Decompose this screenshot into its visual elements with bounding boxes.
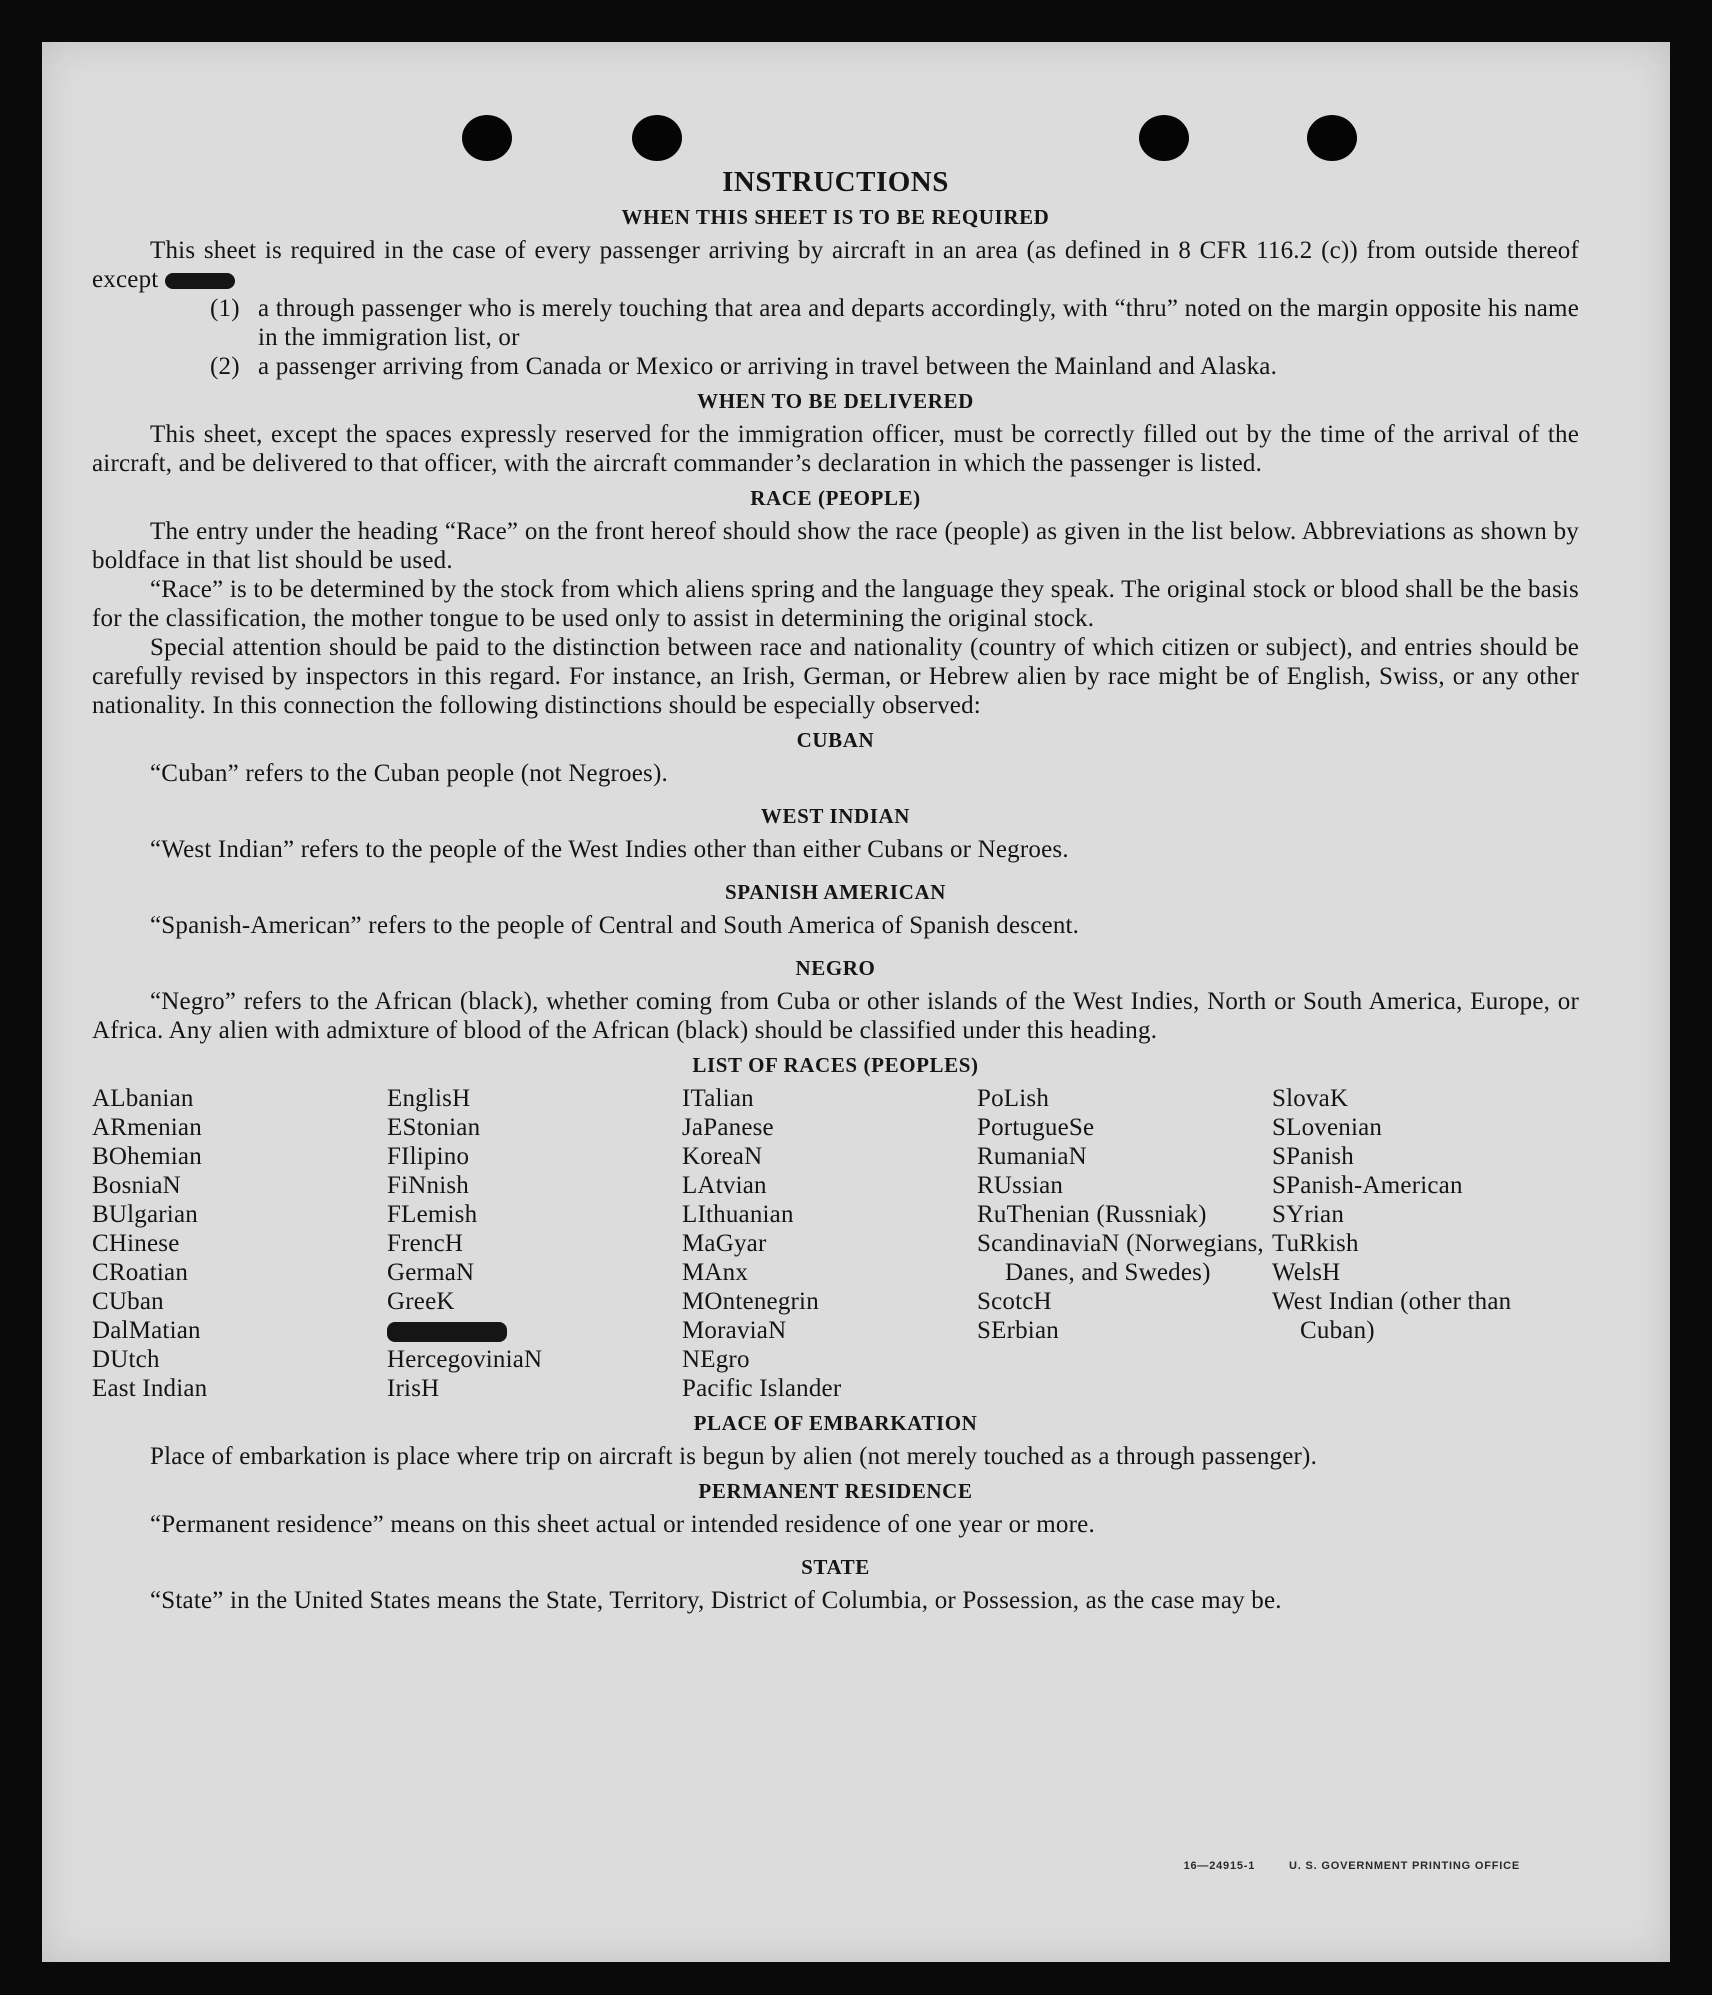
race-entry: EStonian: [387, 1114, 481, 1141]
redacted-race-entry: [387, 1316, 682, 1345]
required-item-1: (1) a through passenger who is merely touching that area and departs accordingly, with “thru” noted on the margin opposite his name in the immigration list, or: [210, 295, 1579, 351]
punch-hole: [1307, 115, 1357, 161]
ink-blot: [387, 1322, 507, 1342]
race-entry: BUlgarian: [92, 1201, 198, 1228]
heading-list-of-races: LIST OF RACES (PEOPLES): [692, 1053, 979, 1077]
punch-hole: [632, 115, 682, 161]
cuban-text: “Cuban” refers to the Cuban people (not Negroes).: [150, 760, 668, 787]
race-entry: SErbian: [977, 1317, 1059, 1344]
negro-text: “Negro” refers to the African (black), whether coming from Cuba or other islands of the West Indies, North or South America, Europe, or Africa. Any alien with admixture of blood of the African (black) should be classified under this heading.: [92, 988, 1579, 1044]
race-entry: WelsH: [1272, 1259, 1341, 1286]
race-entry: GreeK: [387, 1288, 455, 1315]
race-entry: RUssian: [977, 1172, 1064, 1199]
heading-cuban: CUBAN: [796, 728, 875, 752]
heading-residence: PERMANENT RESIDENCE: [698, 1479, 973, 1503]
spanish-american-text: “Spanish-American” refers to the people of Central and South America of Spanish descent.: [150, 912, 1080, 939]
race-entry: SPanish-American: [1272, 1172, 1463, 1199]
west-indian-text: “West Indian” refers to the people of the West Indies other than either Cubans or Negroes.: [150, 836, 1069, 863]
residence-text: “Permanent residence” means on this sheet actual or intended residence of one year or more.: [150, 1511, 1095, 1538]
race-entry: RumaniaN: [977, 1143, 1087, 1170]
heading-spanish-american: SPANISH AMERICAN: [725, 880, 946, 904]
required-intro: This sheet is required in the case of every passenger arriving by aircraft in an area (as defined in 8 CFR 116.2 (c)) from outside thereof except: [92, 237, 1579, 293]
race-entry: NEgro: [682, 1346, 750, 1373]
delivered-text: This sheet, except the spaces expressly reserved for the immigration officer, must be correctly filled out by the time of the arrival of the aircraft, and be delivered to that officer, with the aircraft commander’s declaration in which the passenger is listed.: [92, 421, 1579, 477]
race-entry: GermaN: [387, 1259, 475, 1286]
race-entry: HercegoviniaN: [387, 1346, 543, 1373]
races-column-3: [682, 1084, 977, 1403]
race-entry: MoraviaN: [682, 1317, 787, 1344]
race-entry: DalMatian: [92, 1317, 201, 1344]
race-entry: Pacific Islander: [682, 1375, 842, 1402]
race-entry: FIlipino: [387, 1143, 470, 1170]
race-entry: DUtch: [92, 1346, 160, 1373]
race-entry: EnglisH: [387, 1085, 471, 1112]
race-entry: CHinese: [92, 1230, 180, 1257]
race-entry: CUban: [92, 1288, 164, 1315]
race-entry: ALbanian: [92, 1085, 194, 1112]
race-entry: East Indian: [92, 1375, 208, 1402]
race-entry: MOntenegrin: [682, 1288, 819, 1315]
heading-negro: NEGRO: [795, 956, 876, 980]
heading-race: RACE (PEOPLE): [750, 486, 921, 510]
heading-embarkation: PLACE OF EMBARKATION: [693, 1411, 978, 1435]
race-entry: JaPanese: [682, 1114, 774, 1141]
heading-state: STATE: [801, 1555, 870, 1579]
ink-blot: [165, 273, 235, 289]
race-entry: CRoatian: [92, 1259, 189, 1286]
race-entry: IrisH: [387, 1375, 440, 1402]
race-entry: TuRkish: [1272, 1230, 1359, 1257]
race-entry: BosniaN: [92, 1172, 181, 1199]
race-entry: SlovaK: [1272, 1085, 1349, 1112]
race-paragraph-3: Special attention should be paid to the distinction between race and nationality (country of which citizen or subject), and entries should be carefully revised by inspectors in this regard. For instance, an Irish, German, or Hebrew alien by race might be of English, Swiss, or any other nationality. In this connection the following distinctions should be especially observed:: [92, 634, 1579, 719]
race-entry: BOhemian: [92, 1143, 202, 1170]
document-sheet: [42, 42, 1670, 1962]
race-entry: PoLish: [977, 1085, 1050, 1112]
race-entry: ARmenian: [92, 1114, 202, 1141]
race-paragraph-2: “Race” is to be determined by the stock from which aliens spring and the language they speak. The original stock or blood shall be the basis for the classification, the mother tongue to be used only to assist in determining the original stock.: [92, 576, 1579, 632]
race-entry: SPanish: [1272, 1143, 1354, 1170]
form-number: 16—24915-1: [1183, 1860, 1256, 1872]
race-entry: LIthuanian: [682, 1201, 794, 1228]
printer-name: U. S. GOVERNMENT PRINTING OFFICE: [1289, 1860, 1520, 1872]
heading-west-indian: WEST INDIAN: [760, 804, 911, 828]
page-title: INSTRUCTIONS: [722, 166, 949, 198]
race-entry: ScandinaviaN (Norwegians, Danes, and Swedes): [977, 1230, 1264, 1286]
required-item-2: (2) a passenger arriving from Canada or Mexico or arriving in travel between the Mainland and Alaska.: [210, 353, 1278, 380]
race-entry: West Indian (other than Cuban): [1272, 1288, 1512, 1344]
race-entry: ScotcH: [977, 1288, 1052, 1315]
race-entry: PortugueSe: [977, 1114, 1095, 1141]
race-entry: MAnx: [682, 1259, 749, 1286]
races-column-1: [92, 1084, 387, 1403]
race-entry: FiNnish: [387, 1172, 469, 1199]
races-list: [92, 1084, 1579, 1403]
race-entry: LAtvian: [682, 1172, 767, 1199]
race-entry: FLemish: [387, 1201, 478, 1228]
race-entry: KoreaN: [682, 1143, 763, 1170]
race-paragraph-1: The entry under the heading “Race” on the front hereof should show the race (people) as given in the list below. Abbreviations as shown by boldface in that list should be used.: [92, 518, 1579, 574]
race-entry: MaGyar: [682, 1230, 767, 1257]
embarkation-text: Place of embarkation is place where trip on aircraft is begun by alien (not merely touched as a through passenger).: [150, 1443, 1318, 1470]
races-column-5: [1272, 1084, 1572, 1403]
race-entry: SYrian: [1272, 1201, 1345, 1228]
heading-required: WHEN THIS SHEET IS TO BE REQUIRED: [621, 205, 1050, 229]
race-entry: SLovenian: [1272, 1114, 1383, 1141]
races-column-4: [977, 1084, 1272, 1403]
heading-delivered: WHEN TO BE DELIVERED: [697, 389, 974, 413]
race-entry: ITalian: [682, 1085, 754, 1112]
state-text: “State” in the United States means the State, Territory, District of Columbia, or Possession, as the case may be.: [150, 1587, 1282, 1614]
race-entry: RuThenian (Russniak): [977, 1201, 1207, 1228]
instructions-body: [92, 162, 1579, 1615]
footer-imprint: [1154, 1860, 1520, 1872]
races-column-2: [387, 1084, 682, 1403]
punch-hole: [1139, 115, 1189, 161]
punch-hole: [462, 115, 512, 161]
race-entry: FrencH: [387, 1230, 464, 1257]
